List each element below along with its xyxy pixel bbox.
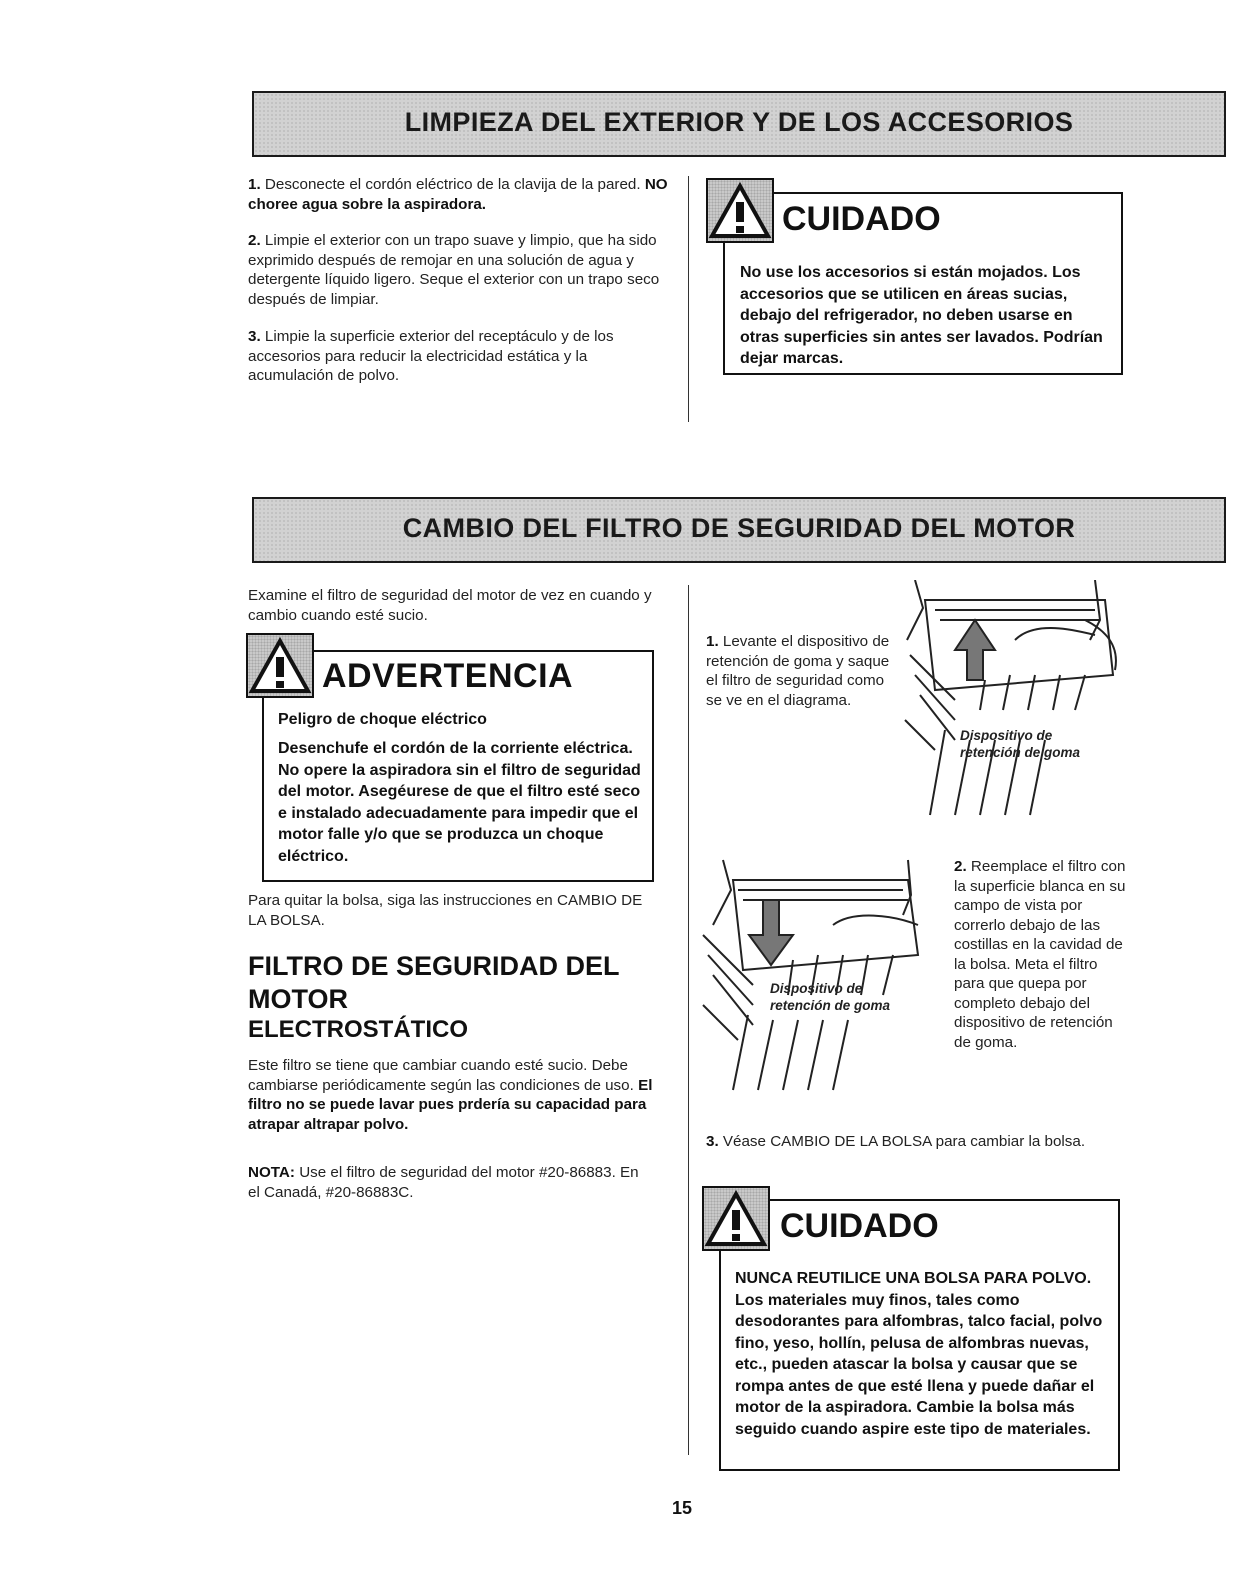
filter-text: Este filtro se tiene que cambiar cuando esté sucio. Debe cambiarse periódicamente según las condiciones de uso. El filtro no se puede lavar pues prdería su capacidad para atrapar altrapar polvo. xyxy=(248,1057,653,1133)
diagram-remove-filter xyxy=(895,580,1125,820)
diagram-replace-filter xyxy=(693,855,933,1095)
note-text: NOTA: Use el filtro de seguridad del motor #20-86883. En el Canadá, #20-86883C. xyxy=(248,1164,639,1201)
warning-triangle-icon xyxy=(704,1188,768,1249)
replace-step-2: 2. Reemplace el filtro con la superficie blanca en su campo de vista por correrlo debajo de las costillas en la cavidad de la bolsa. Meta el filtro para que quepa por completo debajo del dispositivo de retención de goma. xyxy=(954,858,1126,1051)
section-header-cambio-filtro xyxy=(252,497,1226,563)
caution-title: CUIDADO xyxy=(780,1207,939,1245)
column-divider xyxy=(688,585,689,1455)
section-title: LIMPIEZA DEL EXTERIOR Y DE LOS ACCESORIOS xyxy=(404,107,1074,137)
warning-subtitle: Peligro de choque eléctrico xyxy=(278,711,487,728)
replace-step-3: 3. Véase CAMBIO DE LA BOLSA para cambiar la bolsa. xyxy=(706,1133,1086,1150)
warning-text: Desenchufe el cordón de la corriente eléctrica. No opere la aspiradora sin el filtro de seguridad del motor. Asegéurese de que el filtro esté seco e instalado adecuadamente para impedir que el motor falle y/o que se produzca un choque eléctrico. xyxy=(278,740,641,865)
caution-text: No use los accesorios si están mojados. Los accesorios que se utilicen en áreas sucias, debajo del refrigerador, no deben usarse en otras superficies sin antes ser lavados. Podrían dejar marcas. xyxy=(740,264,1103,367)
caution-title: CUIDADO xyxy=(782,200,941,238)
diagram1-label: Dispositivo de retención de goma xyxy=(960,728,1081,760)
page-number: 15 xyxy=(672,1498,693,1518)
intro-text: Examine el filtro de seguridad del motor de vez en cuando y cambio cuando esté sucio. xyxy=(248,587,652,624)
filter-subheading: ELECTROSTÁTICO xyxy=(248,1016,468,1043)
column-divider xyxy=(688,176,689,422)
warning-title: ADVERTENCIA xyxy=(322,657,574,695)
diagram2-label: Dispositivo de retención de goma xyxy=(770,981,891,1013)
step-1: 1. Desconecte el cordón eléctrico de la clavija de la pared. NO choree agua sobre la aspiradora. xyxy=(248,176,668,213)
bag-instructions: Para quitar la bolsa, siga las instrucciones en CAMBIO DE LA BOLSA. xyxy=(248,892,643,929)
step-2: 2. Limpie el exterior con un trapo suave y limpio, que ha sido exprimido después de remojar en una solución de agua y detergente líquido ligero. Seque el exterior con un trapo seco después de limpiar. xyxy=(248,232,660,308)
up-arrow-icon xyxy=(955,620,995,680)
caution-icon-frame xyxy=(706,178,774,243)
caution-icon-frame xyxy=(702,1186,770,1251)
filter-heading: FILTRO DE SEGURIDAD DEL MOTOR xyxy=(248,951,620,1014)
section-header-limpieza xyxy=(252,91,1226,157)
step-3: 3. Limpie la superficie exterior del receptáculo y de los accesorios para reducir la electricidad estática y la acumulación de polvo. xyxy=(248,328,614,384)
warning-triangle-icon xyxy=(248,635,312,696)
replace-step-1: 1. Levante el dispositivo de retención de goma y saque el filtro de seguridad como se ve en el diagrama. xyxy=(706,633,890,709)
caution-text: NUNCA REUTILICE UNA BOLSA PARA POLVO. Los materiales muy finos, tales como desodorantes para alfombras, talco facial, polvo fino, yeso, hollín, pelusa de alfombras nuevas, etc., pueden atascar la bolsa y causar que se rompa antes de que esté llena y puede dañar el motor de la aspiradora. Cambie la bolsa más seguido cuando aspire este tipo de materiales. xyxy=(735,1270,1103,1438)
warning-triangle-icon xyxy=(708,180,772,241)
down-arrow-icon xyxy=(749,900,793,965)
warning-icon-frame xyxy=(246,633,314,698)
section-title: CAMBIO DEL FILTRO DE SEGURIDAD DEL MOTOR xyxy=(402,513,1076,543)
